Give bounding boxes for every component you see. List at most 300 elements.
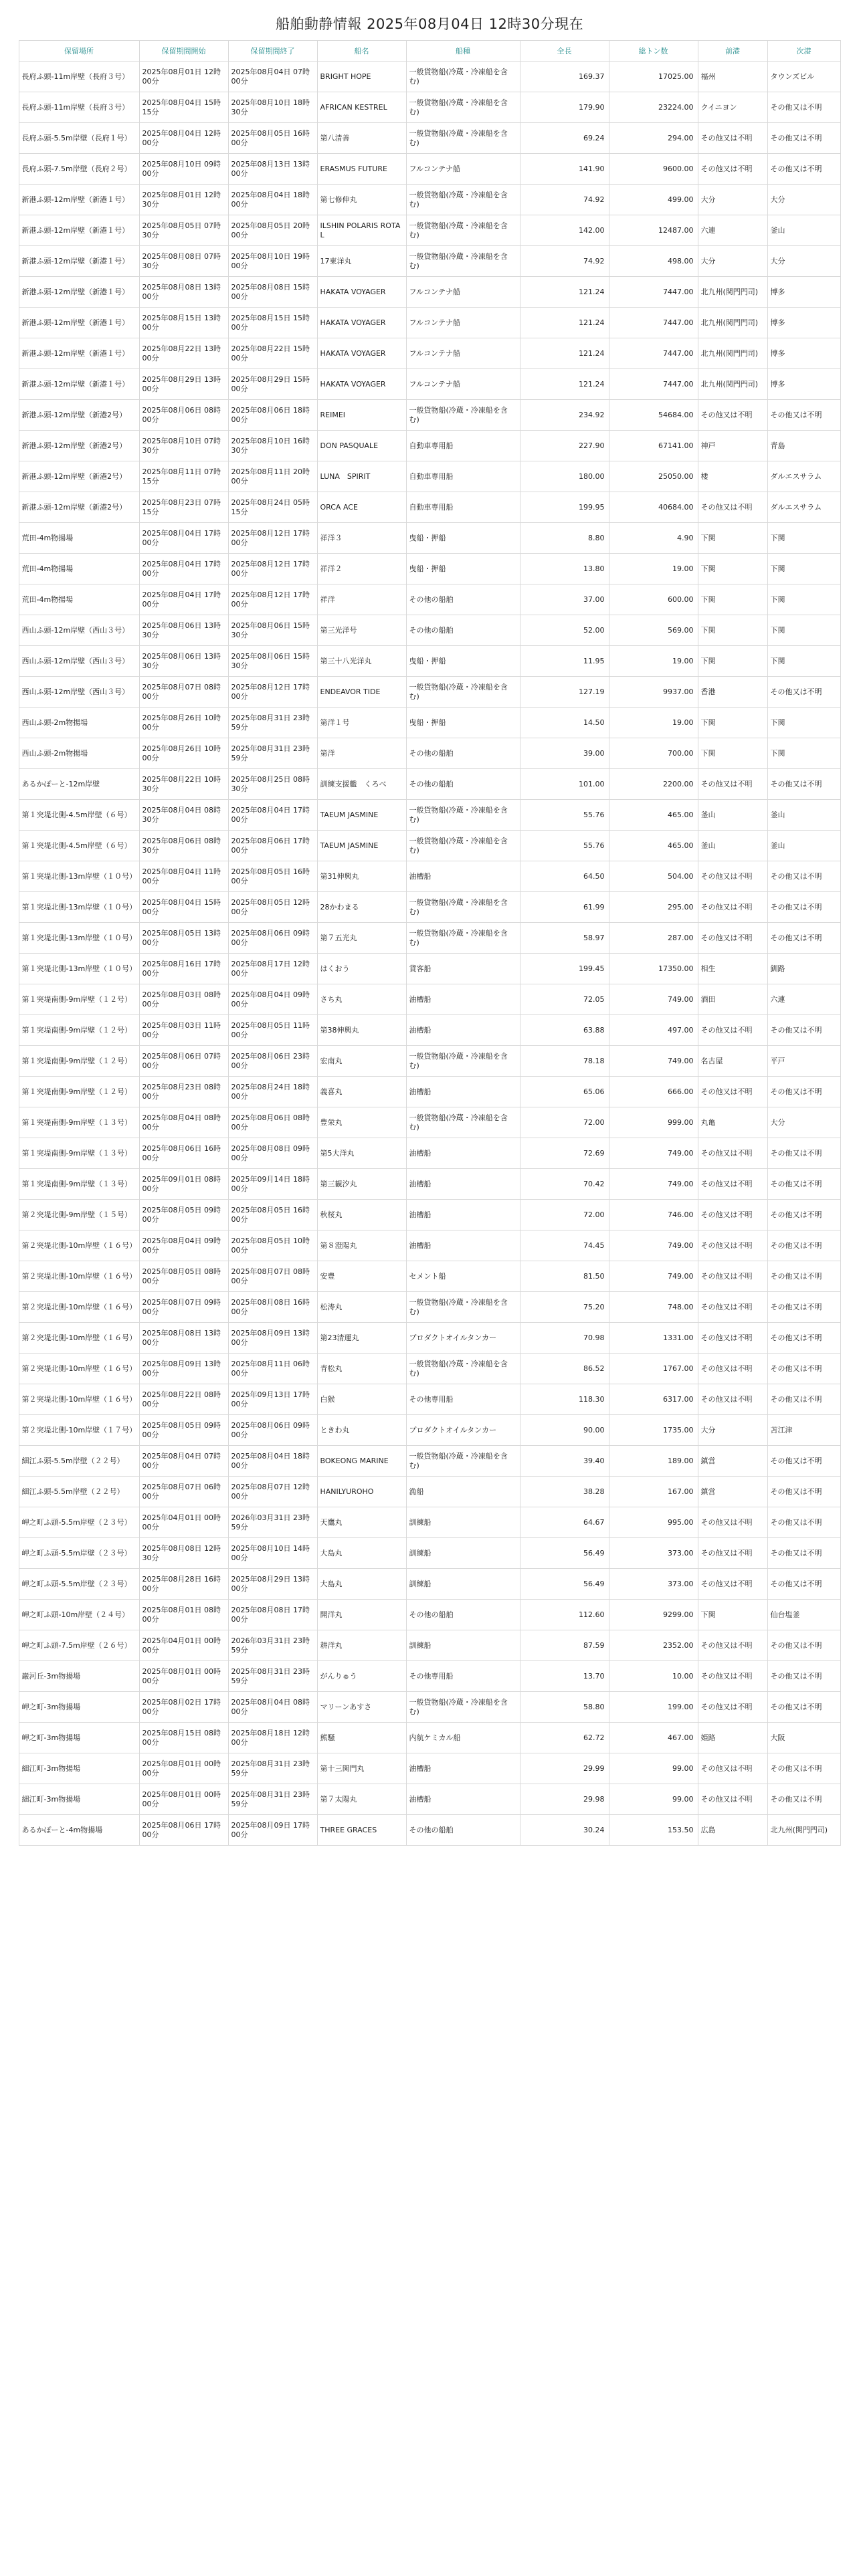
cell-length: 69.24 <box>520 123 609 154</box>
cell-period-start: 2025年08月22日 10時30分 <box>139 769 228 800</box>
cell-period-end: 2025年08月08日 17時00分 <box>228 1600 317 1630</box>
cell-ship-type: 油槽船 <box>406 1753 520 1784</box>
cell-previous-port: 下関 <box>698 584 767 615</box>
cell-berth: 新港ふ頭-12m岸壁（新港2号） <box>19 431 139 461</box>
cell-next-port: 下関 <box>767 554 840 584</box>
table-row <box>19 1077 840 1107</box>
cell-ship-name: AFRICAN KESTREL <box>317 92 406 123</box>
cell-gross-tonnage: 12487.00 <box>609 215 698 246</box>
cell-ship-name: 第31伸興丸 <box>317 861 406 892</box>
cell-period-start: 2025年08月26日 10時00分 <box>139 708 228 738</box>
cell-period-start: 2025年08月04日 17時00分 <box>139 554 228 584</box>
cell-gross-tonnage: 9600.00 <box>609 154 698 185</box>
cell-ship-type: 一般貨物船(冷蔵・冷凍船を含む) <box>406 1107 520 1138</box>
cell-previous-port: その他又は不明 <box>698 1077 767 1107</box>
cell-berth: 新港ふ頭-12m岸壁（新港１号） <box>19 215 139 246</box>
cell-berth: 第２突堤北側-9m岸壁（１５号） <box>19 1200 139 1230</box>
cell-period-start: 2025年08月28日 16時00分 <box>139 1569 228 1600</box>
cell-ship-type: 曳船・押船 <box>406 646 520 677</box>
col-header-next-port[interactable]: 次港 <box>767 41 840 62</box>
cell-period-start: 2025年08月06日 17時00分 <box>139 1815 228 1846</box>
cell-berth: 長府ふ頭-7.5m岸壁（長府２号） <box>19 154 139 185</box>
cell-next-port: 釜山 <box>767 831 840 861</box>
cell-length: 70.42 <box>520 1169 609 1200</box>
cell-period-start: 2025年08月05日 08時00分 <box>139 1261 228 1292</box>
cell-previous-port: その他又は不明 <box>698 1507 767 1538</box>
cell-length: 72.69 <box>520 1138 609 1169</box>
cell-gross-tonnage: 995.00 <box>609 1507 698 1538</box>
cell-period-end: 2025年08月04日 07時00分 <box>228 62 317 92</box>
col-header-berth[interactable]: 保留場所 <box>19 41 139 62</box>
cell-next-port: その他又は不明 <box>767 892 840 923</box>
cell-gross-tonnage: 153.50 <box>609 1815 698 1846</box>
cell-berth: 第２突堤北側-10m岸壁（１７号） <box>19 1415 139 1446</box>
cell-period-start: 2025年08月15日 08時00分 <box>139 1723 228 1753</box>
cell-period-start: 2025年08月06日 07時00分 <box>139 1046 228 1077</box>
table-row <box>19 461 840 492</box>
cell-ship-type: 一般貨物船(冷蔵・冷凍船を含む) <box>406 92 520 123</box>
cell-ship-type: その他専用船 <box>406 1661 520 1692</box>
cell-next-port: その他又は不明 <box>767 1200 840 1230</box>
cell-ship-type: 訓練船 <box>406 1569 520 1600</box>
cell-next-port: その他又は不明 <box>767 1538 840 1569</box>
cell-gross-tonnage: 373.00 <box>609 1538 698 1569</box>
cell-period-end: 2025年08月31日 23時59分 <box>228 1753 317 1784</box>
cell-ship-name: 義喜丸 <box>317 1077 406 1107</box>
cell-previous-port: その他又は不明 <box>698 1138 767 1169</box>
cell-berth: 第２突堤北側-10m岸壁（１６号） <box>19 1261 139 1292</box>
table-row <box>19 831 840 861</box>
cell-next-port: 博多 <box>767 369 840 400</box>
cell-length: 112.60 <box>520 1600 609 1630</box>
cell-length: 121.24 <box>520 308 609 338</box>
cell-ship-name: 開洋丸 <box>317 1600 406 1630</box>
cell-ship-name: ILSHIN POLARIS ROTAL <box>317 215 406 246</box>
cell-period-end: 2025年08月06日 15時30分 <box>228 646 317 677</box>
cell-next-port: その他又は不明 <box>767 1692 840 1723</box>
cell-berth: 新港ふ頭-12m岸壁（新港１号） <box>19 369 139 400</box>
cell-berth: 第２突堤北側-10m岸壁（１６号） <box>19 1323 139 1354</box>
cell-period-end: 2025年08月13日 13時00分 <box>228 154 317 185</box>
cell-ship-name: 大島丸 <box>317 1538 406 1569</box>
table-row <box>19 185 840 215</box>
cell-length: 74.92 <box>520 185 609 215</box>
table-row <box>19 1477 840 1507</box>
table-row <box>19 677 840 708</box>
table-row <box>19 1815 840 1846</box>
cell-ship-type: 曳船・押船 <box>406 708 520 738</box>
cell-length: 64.67 <box>520 1507 609 1538</box>
cell-period-start: 2025年08月03日 11時00分 <box>139 1015 228 1046</box>
table-row <box>19 277 840 308</box>
cell-next-port: その他又は不明 <box>767 1230 840 1261</box>
cell-period-end: 2025年08月04日 08時00分 <box>228 1692 317 1723</box>
cell-next-port: その他又は不明 <box>767 1446 840 1477</box>
cell-period-end: 2025年08月31日 23時59分 <box>228 1661 317 1692</box>
cell-ship-type: 自動車専用船 <box>406 492 520 523</box>
cell-berth: あるかぽーと-12m岸壁 <box>19 769 139 800</box>
page-title: 船舶動静情報 2025年08月04日 12時30分現在 <box>275 16 584 32</box>
cell-ship-name: マリーンあすさ <box>317 1692 406 1723</box>
cell-gross-tonnage: 749.00 <box>609 1261 698 1292</box>
cell-previous-port: 下関 <box>698 554 767 584</box>
cell-berth: 第１突堤北側-4.5m岸壁（６号） <box>19 800 139 831</box>
col-header-period-end[interactable]: 保留期間終了 <box>228 41 317 62</box>
cell-berth: 第１突堤南側-9m岸壁（１３号） <box>19 1169 139 1200</box>
cell-ship-type: セメント船 <box>406 1261 520 1292</box>
cell-period-end: 2025年08月29日 13時00分 <box>228 1569 317 1600</box>
cell-next-port: その他又は不明 <box>767 1661 840 1692</box>
cell-next-port: その他又は不明 <box>767 1169 840 1200</box>
cell-previous-port: 鎮営 <box>698 1477 767 1507</box>
col-header-ship-name[interactable]: 船名 <box>317 41 406 62</box>
cell-period-end: 2025年08月06日 23時00分 <box>228 1046 317 1077</box>
cell-period-start: 2025年08月06日 13時30分 <box>139 615 228 646</box>
cell-next-port: その他又は不明 <box>767 1477 840 1507</box>
cell-gross-tonnage: 54684.00 <box>609 400 698 431</box>
cell-berth: 細江ふ頭-5.5m岸壁（２２号） <box>19 1477 139 1507</box>
cell-previous-port: 下関 <box>698 646 767 677</box>
cell-period-end: 2025年08月10日 16時30分 <box>228 431 317 461</box>
cell-ship-type: 油槽船 <box>406 1077 520 1107</box>
cell-length: 56.49 <box>520 1538 609 1569</box>
cell-period-end: 2025年08月06日 09時00分 <box>228 923 317 954</box>
cell-berth: 岬之町-3m物揚場 <box>19 1692 139 1723</box>
cell-next-port: 大分 <box>767 246 840 277</box>
cell-previous-port: その他又は不明 <box>698 123 767 154</box>
cell-period-start: 2025年08月10日 09時00分 <box>139 154 228 185</box>
cell-period-end: 2025年08月10日 18時30分 <box>228 92 317 123</box>
cell-gross-tonnage: 749.00 <box>609 1169 698 1200</box>
cell-period-start: 2025年08月04日 17時00分 <box>139 584 228 615</box>
cell-ship-name: 豊栄丸 <box>317 1107 406 1138</box>
cell-previous-port: 大分 <box>698 185 767 215</box>
cell-period-end: 2025年08月06日 08時00分 <box>228 1107 317 1138</box>
cell-next-port: 青島 <box>767 431 840 461</box>
cell-berth: 新港ふ頭-12m岸壁（新港１号） <box>19 338 139 369</box>
cell-period-start: 2025年08月01日 00時00分 <box>139 1753 228 1784</box>
cell-length: 62.72 <box>520 1723 609 1753</box>
cell-previous-port: 下関 <box>698 708 767 738</box>
table-row <box>19 1753 840 1784</box>
table-row <box>19 1569 840 1600</box>
cell-period-start: 2025年08月05日 07時30分 <box>139 215 228 246</box>
cell-previous-port: その他又は不明 <box>698 1354 767 1384</box>
cell-berth: 岬之町ふ頭-10m岸壁（２４号） <box>19 1600 139 1630</box>
cell-gross-tonnage: 467.00 <box>609 1723 698 1753</box>
cell-ship-type: 一般貨物船(冷蔵・冷凍船を含む) <box>406 123 520 154</box>
cell-period-end: 2026年03月31日 23時59分 <box>228 1630 317 1661</box>
cell-previous-port: その他又は不明 <box>698 1661 767 1692</box>
cell-period-end: 2025年08月05日 11時00分 <box>228 1015 317 1046</box>
cell-length: 58.97 <box>520 923 609 954</box>
cell-period-start: 2025年08月09日 13時00分 <box>139 1354 228 1384</box>
cell-berth: 新港ふ頭-12m岸壁（新港2号） <box>19 400 139 431</box>
cell-length: 127.19 <box>520 677 609 708</box>
cell-period-start: 2025年08月08日 07時30分 <box>139 246 228 277</box>
table-row <box>19 1723 840 1753</box>
cell-ship-type: 内航ケミカル船 <box>406 1723 520 1753</box>
cell-period-end: 2025年08月05日 10時00分 <box>228 1230 317 1261</box>
cell-previous-port: その他又は不明 <box>698 1230 767 1261</box>
cell-previous-port: 大分 <box>698 1415 767 1446</box>
cell-period-start: 2025年08月04日 07時00分 <box>139 1446 228 1477</box>
cell-period-start: 2025年08月08日 13時00分 <box>139 277 228 308</box>
cell-berth: 岬之町ふ頭-5.5m岸壁（２３号） <box>19 1507 139 1538</box>
cell-berth: 荒田-4m物揚場 <box>19 523 139 554</box>
table-row <box>19 246 840 277</box>
cell-ship-name: 天鷹丸 <box>317 1507 406 1538</box>
cell-ship-name: 第38伸興丸 <box>317 1015 406 1046</box>
cell-berth: 岬之町ふ頭-7.5m岸壁（２６号） <box>19 1630 139 1661</box>
cell-ship-name: 熊騒 <box>317 1723 406 1753</box>
cell-length: 78.18 <box>520 1046 609 1077</box>
cell-ship-name: 耕洋丸 <box>317 1630 406 1661</box>
cell-previous-port: その他又は不明 <box>698 861 767 892</box>
cell-ship-name: 第三観汐丸 <box>317 1169 406 1200</box>
col-header-previous-port[interactable]: 前港 <box>698 41 767 62</box>
cell-period-end: 2025年09月13日 17時00分 <box>228 1384 317 1415</box>
cell-length: 118.30 <box>520 1384 609 1415</box>
cell-gross-tonnage: 1735.00 <box>609 1415 698 1446</box>
cell-previous-port: 北九州(関門門司) <box>698 338 767 369</box>
cell-ship-type: フルコンテナ船 <box>406 338 520 369</box>
cell-ship-name: はくおう <box>317 954 406 984</box>
cell-gross-tonnage: 10.00 <box>609 1661 698 1692</box>
cell-ship-name: 安豊 <box>317 1261 406 1292</box>
table-row <box>19 123 840 154</box>
cell-period-end: 2025年08月12日 17時00分 <box>228 677 317 708</box>
cell-previous-port: 北九州(関門門司) <box>698 277 767 308</box>
cell-length: 56.49 <box>520 1569 609 1600</box>
cell-next-port: その他又は不明 <box>767 1077 840 1107</box>
cell-ship-type: その他の船舶 <box>406 769 520 800</box>
table-row <box>19 338 840 369</box>
cell-ship-name: HAKATA VOYAGER <box>317 308 406 338</box>
cell-ship-type: 一般貨物船(冷蔵・冷凍船を含む) <box>406 923 520 954</box>
cell-ship-name: HAKATA VOYAGER <box>317 369 406 400</box>
cell-berth: 第１突堤南側-9m岸壁（１２号） <box>19 1046 139 1077</box>
table-row <box>19 369 840 400</box>
cell-berth: 細江町-3m物揚場 <box>19 1784 139 1815</box>
cell-ship-name: ENDEAVOR TIDE <box>317 677 406 708</box>
cell-gross-tonnage: 199.00 <box>609 1692 698 1723</box>
cell-previous-port: 酒田 <box>698 984 767 1015</box>
table-row <box>19 492 840 523</box>
cell-previous-port: その他又は不明 <box>698 892 767 923</box>
cell-berth: 第１突堤北側-4.5m岸壁（６号） <box>19 831 139 861</box>
cell-period-end: 2025年08月12日 17時00分 <box>228 584 317 615</box>
cell-previous-port: その他又は不明 <box>698 1261 767 1292</box>
cell-ship-name: LUNA SPIRIT <box>317 461 406 492</box>
cell-ship-name: 28かわまる <box>317 892 406 923</box>
cell-ship-name: 第三光洋号 <box>317 615 406 646</box>
cell-berth: 第２突堤北側-10m岸壁（１６号） <box>19 1292 139 1323</box>
cell-period-start: 2025年08月01日 08時00分 <box>139 1600 228 1630</box>
cell-ship-type: 油槽船 <box>406 1169 520 1200</box>
table-row <box>19 1292 840 1323</box>
cell-period-end: 2025年08月04日 09時00分 <box>228 984 317 1015</box>
cell-ship-type: 一般貨物船(冷蔵・冷凍船を含む) <box>406 831 520 861</box>
cell-length: 72.05 <box>520 984 609 1015</box>
cell-berth: 西山ふ頭-12m岸壁（西山３号） <box>19 677 139 708</box>
cell-gross-tonnage: 7447.00 <box>609 308 698 338</box>
table-row <box>19 1261 840 1292</box>
header-row <box>19 41 840 62</box>
cell-next-port: その他又は不明 <box>767 1384 840 1415</box>
cell-next-port: その他又は不明 <box>767 1015 840 1046</box>
cell-next-port: その他又は不明 <box>767 123 840 154</box>
cell-next-port: 下関 <box>767 584 840 615</box>
table-row <box>19 1138 840 1169</box>
cell-ship-type: 一般貨物船(冷蔵・冷凍船を含む) <box>406 1354 520 1384</box>
cell-previous-port: 下関 <box>698 615 767 646</box>
table-row <box>19 1784 840 1815</box>
cell-period-end: 2025年08月05日 16時00分 <box>228 123 317 154</box>
cell-length: 90.00 <box>520 1415 609 1446</box>
cell-period-start: 2025年08月08日 12時30分 <box>139 1538 228 1569</box>
cell-ship-name: HAKATA VOYAGER <box>317 277 406 308</box>
table-row <box>19 1046 840 1077</box>
cell-period-end: 2025年08月17日 12時00分 <box>228 954 317 984</box>
table-row <box>19 1507 840 1538</box>
cell-period-end: 2025年08月06日 09時00分 <box>228 1415 317 1446</box>
cell-gross-tonnage: 67141.00 <box>609 431 698 461</box>
cell-period-start: 2025年08月08日 13時00分 <box>139 1323 228 1354</box>
cell-berth: 西山ふ頭-12m岸壁（西山３号） <box>19 646 139 677</box>
cell-ship-type: 貨客船 <box>406 954 520 984</box>
cell-ship-name: ORCA ACE <box>317 492 406 523</box>
table-row <box>19 861 840 892</box>
cell-next-port: その他又は不明 <box>767 1630 840 1661</box>
table-row <box>19 615 840 646</box>
table-row <box>19 1015 840 1046</box>
cell-period-start: 2025年08月06日 13時30分 <box>139 646 228 677</box>
col-header-period-start[interactable]: 保留期間開始 <box>139 41 228 62</box>
cell-length: 13.80 <box>520 554 609 584</box>
cell-length: 61.99 <box>520 892 609 923</box>
cell-gross-tonnage: 999.00 <box>609 1107 698 1138</box>
table-row <box>19 984 840 1015</box>
cell-ship-type: 一般貨物船(冷蔵・冷凍船を含む) <box>406 246 520 277</box>
cell-length: 38.28 <box>520 1477 609 1507</box>
table-body <box>19 62 840 1846</box>
cell-length: 141.90 <box>520 154 609 185</box>
cell-next-port: 釜山 <box>767 800 840 831</box>
cell-berth: 西山ふ頭-2m物揚場 <box>19 708 139 738</box>
cell-gross-tonnage: 7447.00 <box>609 277 698 308</box>
cell-length: 39.00 <box>520 738 609 769</box>
cell-period-end: 2025年08月18日 12時00分 <box>228 1723 317 1753</box>
cell-length: 199.95 <box>520 492 609 523</box>
cell-previous-port: 姫路 <box>698 1723 767 1753</box>
cell-ship-name: 白猴 <box>317 1384 406 1415</box>
cell-length: 29.98 <box>520 1784 609 1815</box>
cell-berth: 細江ふ頭-5.5m岸壁（２２号） <box>19 1446 139 1477</box>
cell-previous-port: その他又は不明 <box>698 769 767 800</box>
cell-next-port: 下関 <box>767 708 840 738</box>
cell-ship-name: 訓練支援艦 くろべ <box>317 769 406 800</box>
cell-period-start: 2025年08月06日 16時00分 <box>139 1138 228 1169</box>
cell-length: 63.88 <box>520 1015 609 1046</box>
cell-length: 55.76 <box>520 831 609 861</box>
cell-ship-type: 訓練船 <box>406 1507 520 1538</box>
cell-ship-name: 第七修伸丸 <box>317 185 406 215</box>
cell-period-end: 2025年08月12日 17時00分 <box>228 523 317 554</box>
cell-length: 65.06 <box>520 1077 609 1107</box>
cell-next-port: 大分 <box>767 185 840 215</box>
col-header-ship-type[interactable]: 船種 <box>406 41 520 62</box>
cell-length: 13.70 <box>520 1661 609 1692</box>
cell-next-port: その他又は不明 <box>767 1753 840 1784</box>
cell-gross-tonnage: 748.00 <box>609 1292 698 1323</box>
cell-berth: 第２突堤北側-10m岸壁（１６号） <box>19 1384 139 1415</box>
cell-period-start: 2025年08月10日 07時30分 <box>139 431 228 461</box>
table-row <box>19 431 840 461</box>
cell-gross-tonnage: 294.00 <box>609 123 698 154</box>
cell-period-start: 2025年08月06日 08時00分 <box>139 400 228 431</box>
table-row <box>19 1661 840 1692</box>
cell-ship-type: その他の船舶 <box>406 615 520 646</box>
cell-next-port: 北九州(関門門司) <box>767 1815 840 1846</box>
cell-gross-tonnage: 287.00 <box>609 923 698 954</box>
cell-period-end: 2025年08月11日 20時00分 <box>228 461 317 492</box>
cell-previous-port: その他又は不明 <box>698 1692 767 1723</box>
cell-berth: 第１突堤南側-9m岸壁（１３号） <box>19 1138 139 1169</box>
cell-period-start: 2025年08月26日 10時00分 <box>139 738 228 769</box>
cell-period-start: 2025年08月04日 11時00分 <box>139 861 228 892</box>
cell-period-end: 2025年08月10日 14時00分 <box>228 1538 317 1569</box>
table-row <box>19 215 840 246</box>
cell-gross-tonnage: 23224.00 <box>609 92 698 123</box>
cell-length: 39.40 <box>520 1446 609 1477</box>
cell-length: 14.50 <box>520 708 609 738</box>
cell-ship-name: 第十三関門丸 <box>317 1753 406 1784</box>
cell-berth: 荒田-4m物揚場 <box>19 554 139 584</box>
col-header-length[interactable]: 全長 <box>520 41 609 62</box>
cell-next-port: その他又は不明 <box>767 1261 840 1292</box>
table-row <box>19 154 840 185</box>
cell-ship-name: 大島丸 <box>317 1569 406 1600</box>
cell-previous-port: 神戸 <box>698 431 767 461</box>
cell-ship-type: 一般貨物船(冷蔵・冷凍船を含む) <box>406 1446 520 1477</box>
cell-next-port: 大分 <box>767 1107 840 1138</box>
cell-period-end: 2025年08月31日 23時59分 <box>228 708 317 738</box>
cell-previous-port: クイニヨン <box>698 92 767 123</box>
table-row <box>19 308 840 338</box>
cell-berth: 第１突堤北側-13m岸壁（１０号） <box>19 954 139 984</box>
cell-period-start: 2025年08月01日 12時30分 <box>139 185 228 215</box>
table-row <box>19 769 840 800</box>
cell-ship-type: その他の船舶 <box>406 1600 520 1630</box>
cell-period-end: 2025年08月22日 15時00分 <box>228 338 317 369</box>
cell-length: 74.92 <box>520 246 609 277</box>
cell-length: 52.00 <box>520 615 609 646</box>
cell-berth: 新港ふ頭-12m岸壁（新港１号） <box>19 185 139 215</box>
cell-length: 121.24 <box>520 369 609 400</box>
cell-previous-port: 丸亀 <box>698 1107 767 1138</box>
cell-ship-type: 一般貨物船(冷蔵・冷凍船を含む) <box>406 1692 520 1723</box>
cell-ship-type: 一般貨物船(冷蔵・冷凍船を含む) <box>406 800 520 831</box>
cell-gross-tonnage: 497.00 <box>609 1015 698 1046</box>
col-header-gross-tonnage[interactable]: 総トン数 <box>609 41 698 62</box>
cell-period-start: 2025年08月04日 08時00分 <box>139 1107 228 1138</box>
table-row <box>19 1692 840 1723</box>
cell-next-port: 釜山 <box>767 215 840 246</box>
cell-previous-port: 北九州(関門門司) <box>698 308 767 338</box>
cell-gross-tonnage: 25050.00 <box>609 461 698 492</box>
cell-gross-tonnage: 1767.00 <box>609 1354 698 1384</box>
